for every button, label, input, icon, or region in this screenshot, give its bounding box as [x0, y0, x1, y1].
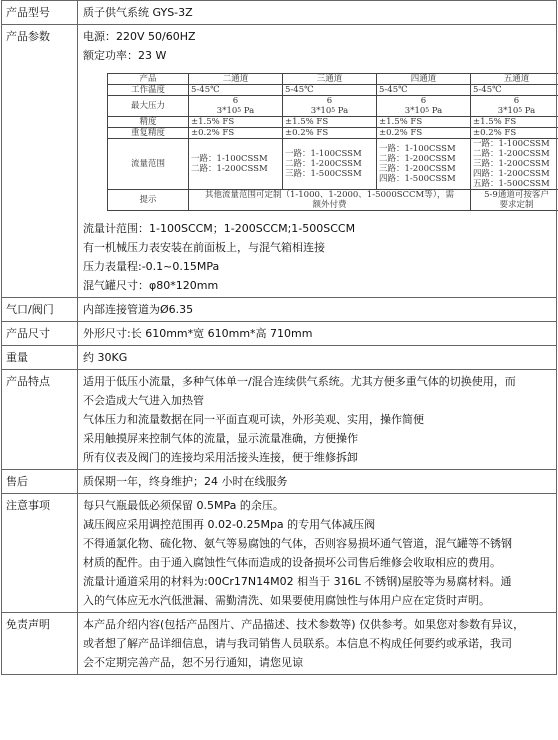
notice-line: 减压阀应采用调控范围再 0.02-0.25Mpa 的专用气体减压阀 — [83, 518, 376, 531]
inner-header-row — [108, 74, 558, 85]
temp-label: 工作温度 — [108, 85, 189, 96]
pressure-label: 最大压力 — [108, 96, 189, 117]
inner-temp-row — [108, 85, 558, 96]
flow-4ch: 一路：1-100CSSM 二路：1-200CSSM 三路：1-200CSSM 四路：1-500CSSM — [377, 139, 471, 190]
value-notice — [78, 494, 557, 613]
row-weight — [2, 346, 557, 370]
feature-line: 不会造成大气进入加热管 — [83, 394, 204, 407]
row-valve — [2, 298, 557, 322]
feature-line: 所有仪表及阀门的连接均采用活接头连接，便于维修拆卸 — [83, 451, 358, 464]
accuracy-label: 精度 — [108, 117, 189, 128]
row-features — [2, 370, 557, 470]
value-model: 质子供气系统 GYS-3Z — [78, 1, 557, 25]
label-model: 产品型号 — [2, 1, 78, 25]
accuracy-value: ±1.5% FS — [377, 117, 471, 128]
pressure-value: 6 $3*10^5$ Pa — [189, 96, 283, 117]
value-valve: 内部连接管道为Ø6.35 — [78, 298, 557, 322]
flow-3ch: 一路：1-100CSSM 二路：1-200CSSM 三路：1-500CSSM — [283, 139, 377, 190]
repeat-value: ±0.2% FS — [377, 128, 471, 139]
header-5ch: 五通道 — [471, 74, 558, 85]
repeat-value: ±0.2% FS — [189, 128, 283, 139]
inner-repeat-row — [108, 128, 558, 139]
value-service: 质保期一年，终身维护；24 小时在线服务 — [78, 470, 557, 494]
header-3ch: 三通道 — [283, 74, 377, 85]
note-line: 流量计范围：1-100SCCM；1-200SCCM;1-500SCCM — [83, 222, 356, 235]
channel-spec-wrap — [83, 65, 551, 219]
row-disclaimer — [2, 613, 557, 675]
tip-label: 提示 — [108, 190, 189, 211]
temp-value: 5-45℃ — [283, 85, 377, 96]
temp-value: 5-45℃ — [471, 85, 558, 96]
label-valve: 气口/阀门 — [2, 298, 78, 322]
header-product: 产品 — [108, 74, 189, 85]
label-notice: 注意事项 — [2, 494, 78, 613]
inner-tip-row — [108, 190, 558, 211]
label-service: 售后 — [2, 470, 78, 494]
disclaimer-line: 会不定期完善产品，恕不另行通知，请您见谅 — [83, 656, 303, 669]
tip-custom: 其他流量范围可定制（1-1000、1-2000、1-5000SCCM等），需 额外付费 — [189, 190, 471, 211]
note-line: 压力表量程:-0.1~0.15MPa — [83, 260, 220, 273]
pressure-value: 6 $3*10^5$ Pa — [283, 96, 377, 117]
notice-line: 流量计通道采用的材料为:00Cr17N14M02 相当于 316L 不锈钢)屋胶等为易腐材料。通 — [83, 575, 512, 588]
feature-line: 适用于低压小流量，多种气体单一/混合连续供气系统。尤其方便多重气体的切换使用，而 — [83, 375, 516, 388]
value-params — [78, 25, 557, 298]
inner-accuracy-row — [108, 117, 558, 128]
value-size: 外形尺寸:长 610mm*宽 610mm*高 710mm — [78, 322, 557, 346]
inner-pressure-row — [108, 96, 558, 117]
disclaimer-line: 本产品介绍内容(包括产品图片、产品描述、技术参数等) 仅供参考。如果您对参数有异议， — [83, 618, 525, 631]
flow-2ch: 一路：1-100CSSM 二路：1-200CSSM — [189, 139, 283, 190]
header-4ch: 四通道 — [377, 74, 471, 85]
notice-line: 不得通氯化物、硫化物、氨气等易腐蚀的气体，否则容易损坏通气管道，混气罐等不锈钢 — [83, 537, 512, 550]
rated-power-text: 额定功率：23 W — [83, 49, 167, 62]
label-params: 产品参数 — [2, 25, 78, 298]
row-params — [2, 25, 557, 298]
repeat-value: ±0.2% FS — [471, 128, 558, 139]
label-features: 产品特点 — [2, 370, 78, 470]
header-2ch: 二通道 — [189, 74, 283, 85]
channel-spec-table — [107, 73, 558, 211]
accuracy-value: ±1.5% FS — [471, 117, 558, 128]
temp-value: 5-45℃ — [377, 85, 471, 96]
label-size: 产品尺寸 — [2, 322, 78, 346]
notice-line: 每只气瓶最低必须保留 0.5MPa 的余压。 — [83, 499, 284, 512]
feature-line: 气体压力和流量数据在同一平面直观可读，外形美观、实用，操作简便 — [83, 413, 424, 426]
repeat-value: ±0.2% FS — [283, 128, 377, 139]
flow-label: 流量范围 — [108, 139, 189, 190]
notice-line: 材质的配件。由于通入腐蚀性气体而造成的设备损坏公司售后维修会收取相应的费用。 — [83, 556, 501, 569]
label-disclaimer: 免责声明 — [2, 613, 78, 675]
pressure-value: 6 $3*10^5$ Pa — [471, 96, 558, 117]
pressure-value: 6 $3*10^5$ Pa — [377, 96, 471, 117]
note-line: 有一机械压力表安装在前面板上，与混气箱相连接 — [83, 241, 325, 254]
row-size — [2, 322, 557, 346]
repeat-label: 重复精度 — [108, 128, 189, 139]
disclaimer-line: 或者想了解产品详细信息，请与我司销售人员联系。本信息不构成任何要约或承诺，我司 — [83, 637, 512, 650]
row-notice — [2, 494, 557, 613]
notice-line: 入的气体应无水汽低泄漏、需勤清洗、如果要使用腐蚀性与体用户应在定货时声明。 — [83, 594, 490, 607]
label-weight: 重量 — [2, 346, 78, 370]
accuracy-value: ±1.5% FS — [283, 117, 377, 128]
spec-table — [1, 0, 557, 675]
row-model — [2, 1, 557, 25]
inner-flow-row — [108, 139, 558, 190]
value-features — [78, 370, 557, 470]
temp-value: 5-45℃ — [189, 85, 283, 96]
power-text: 电源：220V 50/60HZ — [83, 30, 196, 43]
note-line: 混气罐尺寸：φ80*120mm — [83, 279, 219, 292]
row-service — [2, 470, 557, 494]
feature-line: 采用触摸屏来控制气体的流量，显示流量准确，方便操作 — [83, 432, 358, 445]
value-weight: 约 30KG — [78, 346, 557, 370]
value-disclaimer — [78, 613, 557, 675]
flow-5ch: 一路：1-100CSSM 二路：1-200CSSM 三路：1-200CSSM 四路：1-200CSSM 五路：1-500CSSM — [471, 139, 558, 190]
accuracy-value: ±1.5% FS — [189, 117, 283, 128]
tip-custom-5ch: 5-9通道可按客户 要求定制 — [471, 190, 558, 211]
